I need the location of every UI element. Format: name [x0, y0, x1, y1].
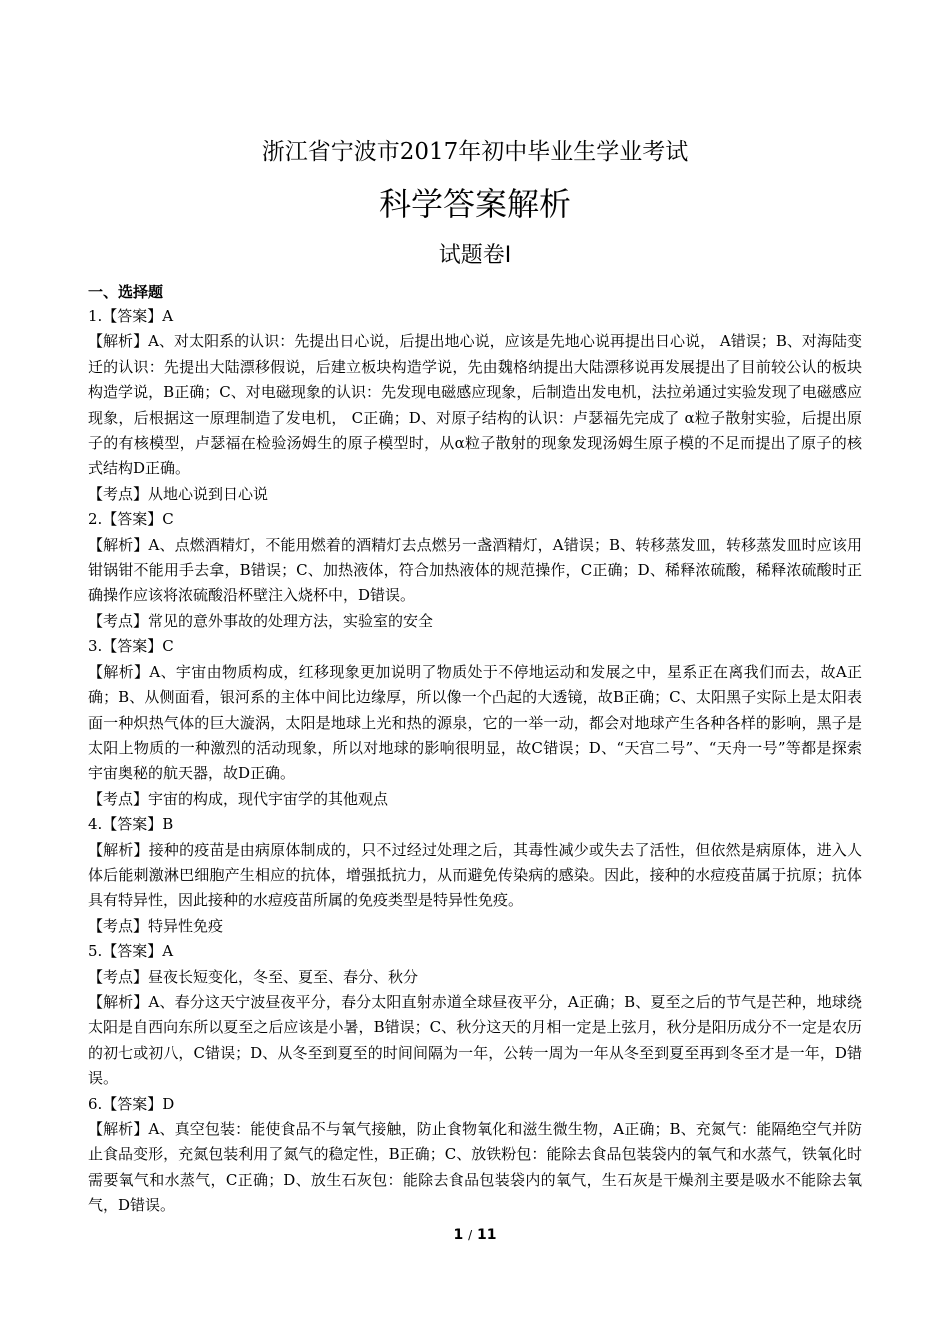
key-point-line: 【考点】昼夜长短变化，冬至、夏至、春分、秋分: [88, 967, 419, 986]
answer-line: 1.【答案】A: [88, 307, 174, 325]
document-subtitle: 科学答案解析: [378, 185, 571, 223]
key-point-line: 【考点】从地心说到日心说: [88, 484, 269, 503]
page-number: [0, 1224, 950, 1246]
analysis-paragraph: 【解析】A、春分这天宁波昼夜平分，春分太阳直射赤道全球昼夜平分，A正确；B、夏至之后的节气是芒种，地球绕太阳是自西向东所以夏至之后应该是小暑，B错误；C、秋分这天的月相一定是上弦月，秋分是阳历成分不一定是农历的初七或初八，C错误；D、从冬至到夏至的时间间隔为一年，公转一周为一年从冬至到夏至再到冬至才是一年，D错误。: [88, 992, 862, 1088]
answer-line: 3.【答案】C: [88, 637, 174, 656]
analysis-paragraph: 【解析】A、真空包装：能使食品不与氧气接触，防止食物氧化和滋生微生物，A正确；B、充氮气：能隔绝空气并防止食品变形，充氮包装利用了氮气的稳定性，B正确；C、放铁粉包：能除去食品包装袋内的氧气和水蒸气，铁氧化时需要氧气和水蒸气，C正确；D、放生石灰包：能除去食品包装袋内的氧气，生石灰是干燥剂主要是吸水不能除去氧气，D错误。: [88, 1120, 862, 1215]
answer-line: 2.【答案】C: [88, 510, 174, 529]
analysis-paragraph: 【解析】A、点燃酒精灯，不能用燃着的酒精灯去点燃另一盏酒精灯，A错误；B、转移蒸发皿，转移蒸发皿时应该用钳锅钳不能用手去拿，B错误；C、加热液体，符合加热液体的规范操作，C正确；D、稀释浓硫酸，稀释浓硫酸时正确操作应该将浓硫酸沿杯壁注入烧杯中，D错误。: [88, 535, 862, 605]
key-point-line: 【考点】常见的意外事故的处理方法，实验室的安全: [88, 611, 434, 630]
analysis-paragraph: 【解析】接种的疫苗是由病原体制成的，只不过经过处理之后，其毒性减少或失去了活性，但依然是病原体，进入人体后能刺激淋巴细胞产生相应的抗体，增强抵抗力，从而避免传染病的感染。因此，接种的水痘疫苗属于抗原；抗体具有特异性，因此接种的水痘疫苗所属的免疫类型是特异性免疫。: [88, 840, 862, 910]
volume-heading: 试题卷Ⅰ: [438, 243, 512, 268]
current-page: 1: [453, 1227, 464, 1243]
exam-title: 浙江省宁波市2017年初中毕业生学业考试: [261, 139, 689, 165]
analysis-paragraph: 【解析】A、对太阳系的认识：先提出日心说，后提出地心说，应该是先地心说再提出日心说， A错误；B、对海陆变迁的认识：先提出大陆漂移假说，后建立板块构造学说，先由魏格纳提出大陆漂移说再发展提出了目前较公认的板块构造学说，B正确；C、对电磁现象的认识：先发现电磁感应现象，后制造出发电机，法拉弟通过实验发现了电磁感应现象，后根据这一原理制造了发电机， C正确；D、对原子结构的认识：卢瑟福先完成了 α粒子散射实验，后提出原子的有核模型，卢瑟福在检验汤姆生的原子模型时，从α粒子散射的现象发现汤姆生原子模的不足而提出了原子的核式结构D正确。: [88, 332, 862, 478]
key-point-line: 【考点】宇宙的构成，现代宇宙学的其他观点: [88, 789, 389, 808]
answer-line: 4.【答案】B: [88, 815, 174, 834]
analysis-paragraph: 【解析】A、宇宙由物质构成，红移现象更加说明了物质处于不停地运动和发展之中，星系正在离我们而去，故A正确；B、从侧面看，银河系的主体中间比边缘厚，所以像一个凸起的大透镜，故B正确；C、太阳黑子实际上是太阳表面一种炽热气体的巨大漩涡，太阳是地球上光和热的源泉，它的一举一动，都会对地球产生各种各样的影响，黑子是太阳上物质的一种激烈的活动现象，所以对地球的影响很明显，故C错误；D、“天宫二号”、“天舟一号”等都是探索宇宙奥秘的航天器，故D正确。: [88, 662, 862, 783]
key-point-line: 【考点】特异性免疫: [88, 916, 224, 935]
answer-line: 6.【答案】D: [88, 1094, 175, 1113]
answer-line: 5.【答案】A: [88, 942, 174, 961]
page-separator: /: [468, 1228, 473, 1242]
total-pages: 11: [477, 1227, 497, 1243]
section-heading: 一、选择题: [88, 283, 164, 301]
answer-content: [88, 304, 862, 1219]
